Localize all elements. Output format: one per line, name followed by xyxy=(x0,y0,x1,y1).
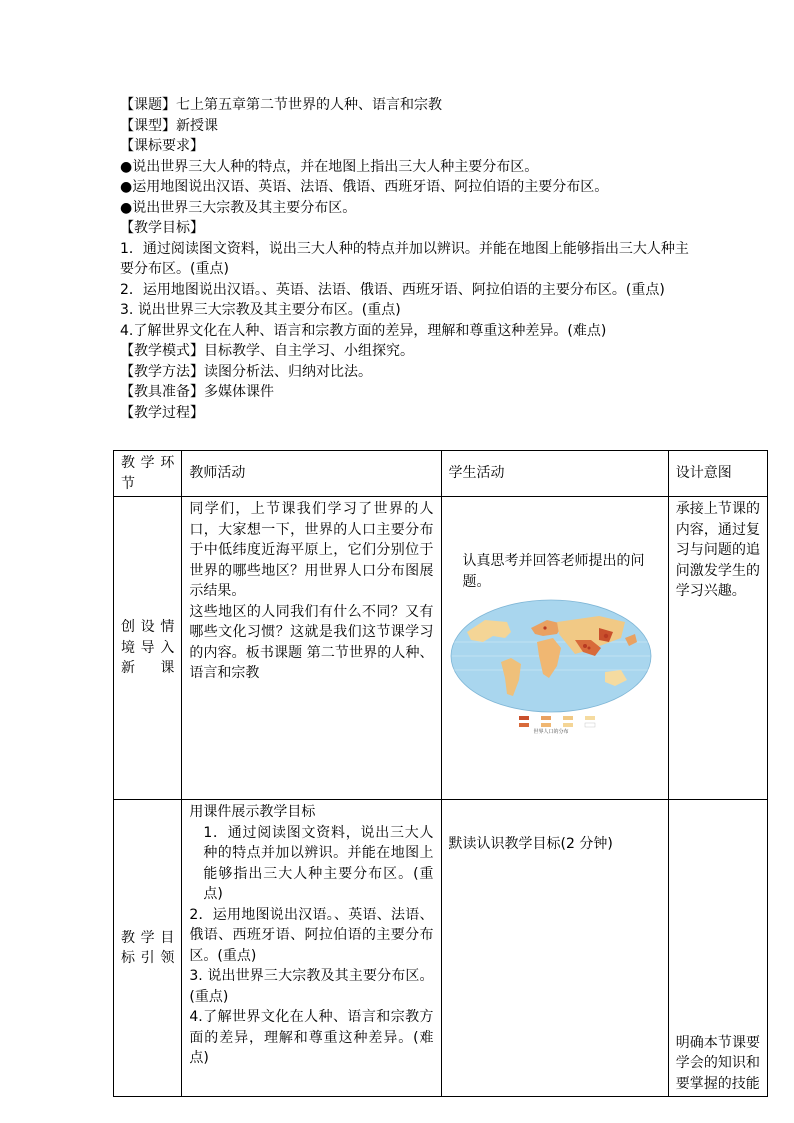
world-population-map xyxy=(449,598,654,735)
goals-label: 【教学目标】 xyxy=(120,220,204,236)
type-text: 新授课 xyxy=(176,117,218,134)
teacher-goal-item: 3. 说出世界三大宗教及其主要分布区。(重点) xyxy=(189,968,434,1005)
standards-label: 【课标要求】 xyxy=(120,138,204,154)
method-text: 读图分析法、归纳对比法。 xyxy=(204,363,372,380)
design-intent-text: 明确本节课要学会的知识和要掌握的技能 xyxy=(675,1034,760,1092)
standard-item: ●说出世界三大宗教及其主要分布区。 xyxy=(120,199,357,216)
teacher-activity-cell xyxy=(182,800,441,1097)
method-line xyxy=(120,362,690,383)
teacher-activity-text: 同学们，上节课我们学习了世界的人口，大家想一下，世界的人口主要分布于中低纬度近海平原上，它们分别位于世界的哪些地区？用世界人口分布图展示结果。 这些地区的人同我们有什么不同？又有哪些文化习惯？这就是我们这节课学习的内容。板书课题 第二节世界的人种、语言和宗教 xyxy=(189,501,434,681)
topic-line xyxy=(120,95,690,116)
method-label: 【教学方法】 xyxy=(120,363,204,380)
teacher-activity-cell xyxy=(182,497,441,800)
lesson-header xyxy=(120,95,690,423)
mode-label: 【教学模式】 xyxy=(120,343,204,359)
map-caption: 世界人口的分布 xyxy=(533,729,569,735)
student-activity-cell xyxy=(441,800,668,1097)
stage-cell: 教学目标引领 xyxy=(114,800,182,1097)
header-stage: 教学环节 xyxy=(114,451,182,497)
mode-line xyxy=(120,341,690,362)
teacher-activity-intro: 用课件展示教学目标 xyxy=(189,804,316,820)
table-row xyxy=(114,497,768,800)
tools-label: 【教具准备】 xyxy=(120,384,204,400)
header-intent: 设计意图 xyxy=(668,451,767,497)
student-activity-text: 认真思考并回答老师提出的问题。 xyxy=(462,553,645,590)
header-student: 学生活动 xyxy=(441,451,668,497)
standard-item: ●说出世界三大人种的特点，并在地图上指出三大人种主要分布区。 xyxy=(120,158,539,175)
teacher-goal-item: 1．通过阅读图文资料，说出三大人种的特点并加以辨识。并能在地图上能够指出三大人种主要分布区。(重点) xyxy=(203,824,434,902)
goal-item: 2．运用地图说出汉语。、英语、法语、俄语、西班牙语、阿拉伯语的主要分布区。(重点) xyxy=(120,281,665,298)
process-table xyxy=(113,450,768,1097)
header-teacher: 教师活动 xyxy=(182,451,441,497)
goal-item: 4.了解世界文化在人种、语言和宗教方面的差异，理解和尊重这种差异。(难点) xyxy=(120,322,607,339)
mode-text: 目标教学、自主学习、小组探究。 xyxy=(204,343,414,359)
topic-label: 【课题】 xyxy=(120,97,176,113)
tools-line xyxy=(120,382,690,403)
standard-item: ●运用地图说出汉语、英语、法语、俄语、西班牙语、阿拉伯语的主要分布区。 xyxy=(120,179,609,195)
design-intent-cell xyxy=(668,800,767,1097)
student-activity-text: 默读认识教学目标(2 分钟) xyxy=(448,836,613,852)
type-label: 【课型】 xyxy=(120,117,176,134)
teacher-goal-item: 4.了解世界文化在人种、语言和宗教方面的差异，理解和尊重这种差异。(难点) xyxy=(189,1009,434,1066)
table-row xyxy=(114,800,768,1097)
goal-item: 3. 说出世界三大宗教及其主要分布区。(重点) xyxy=(120,302,401,318)
teacher-goal-item: 2．运用地图说出汉语。、英语、法语、俄语、西班牙语、阿拉伯语的主要分布区。(重点) xyxy=(189,906,434,964)
goal-item: 1．通过阅读图文资料，说出三大人种的特点并加以辨识。并能在地图上能够指出三大人种主要分布区。(重点) xyxy=(120,240,689,277)
table-header-row xyxy=(114,451,768,497)
type-line xyxy=(120,116,690,137)
stage-cell: 创设情境导入新课 xyxy=(114,497,182,800)
design-intent-cell: 承接上节课的内容，通过复习与问题的追问激发学生的学习兴趣。 xyxy=(668,497,767,800)
student-activity-cell xyxy=(441,497,668,800)
topic-text: 七上第五章第二节世界的人种、语言和宗教 xyxy=(176,97,442,113)
tools-text: 多媒体课件 xyxy=(204,384,274,400)
process-label: 【教学过程】 xyxy=(120,404,204,421)
